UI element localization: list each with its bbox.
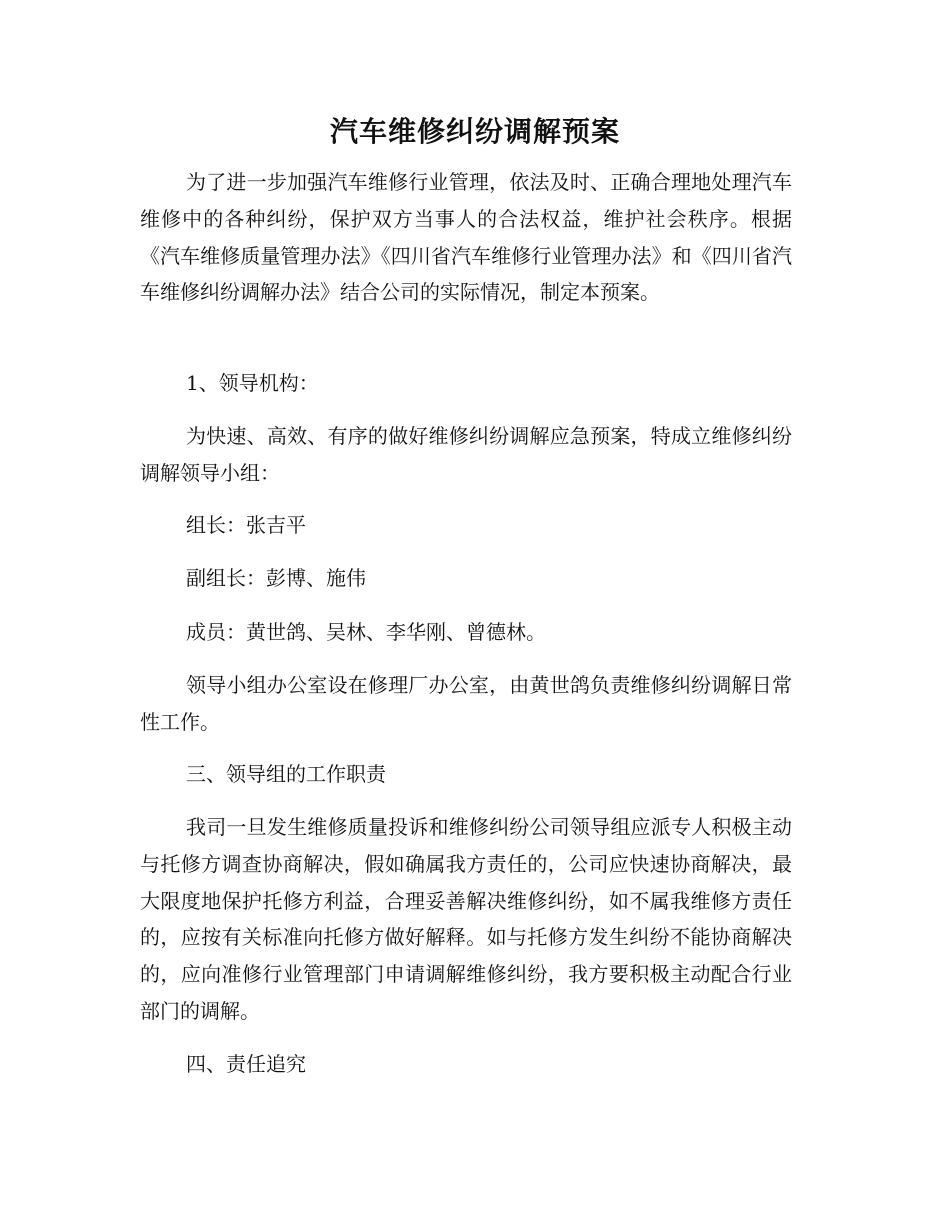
deputy-leader-line: 副组长：彭博、施伟: [186, 566, 366, 590]
document-title: 汽车维修纠纷调解预案: [329, 115, 620, 148]
section-heading-duties: 三、领导组的工作职责: [186, 762, 386, 786]
leadership-paragraph: 为快速、高效、有序的做好维修纠纷调解应急预案，特成立维修纠纷调解领导小组：: [140, 424, 792, 485]
duties-paragraph: 我司一旦发生维修质量投诉和维修纠纷公司领导组应派专人积极主动与托修方调查协商解决，假如确属我方责任的，公司应快速协商解决，最大限度地保护托修方利益，合理妥善解决维修纠纷，如不属我维修方责任的，应按有关标准向托修方做好解释。如与托修方发生纠纷不能协商解决的，应向准修行业管理部门申请调解维修纠纷，我方要积极主动配合行业部门的调解。: [140, 815, 792, 1023]
intro-paragraph: 为了进一步加强汽车维修行业管理，依法及时、正确合理地处理汽车维修中的各种纠纷，保护双方当事人的合法权益，维护社会秩序。根据《汽车维修质量管理办法》《四川省汽车维修行业管理办法》和《四川省汽车维修纠纷调解办法》结合公司的实际情况，制定本预案。: [140, 170, 792, 305]
section-heading-leadership: 1、领导机构：: [186, 371, 319, 395]
section-heading-accountability: 四、责任追究: [186, 1052, 306, 1076]
office-paragraph: 领导小组办公室设在修理厂办公室，由黄世鸽负责维修纠纷调解日常性工作。: [140, 673, 792, 734]
group-leader-line: 组长：张吉平: [186, 513, 306, 537]
members-line: 成员：黄世鸽、吴林、李华刚、曾德林。: [186, 620, 546, 644]
